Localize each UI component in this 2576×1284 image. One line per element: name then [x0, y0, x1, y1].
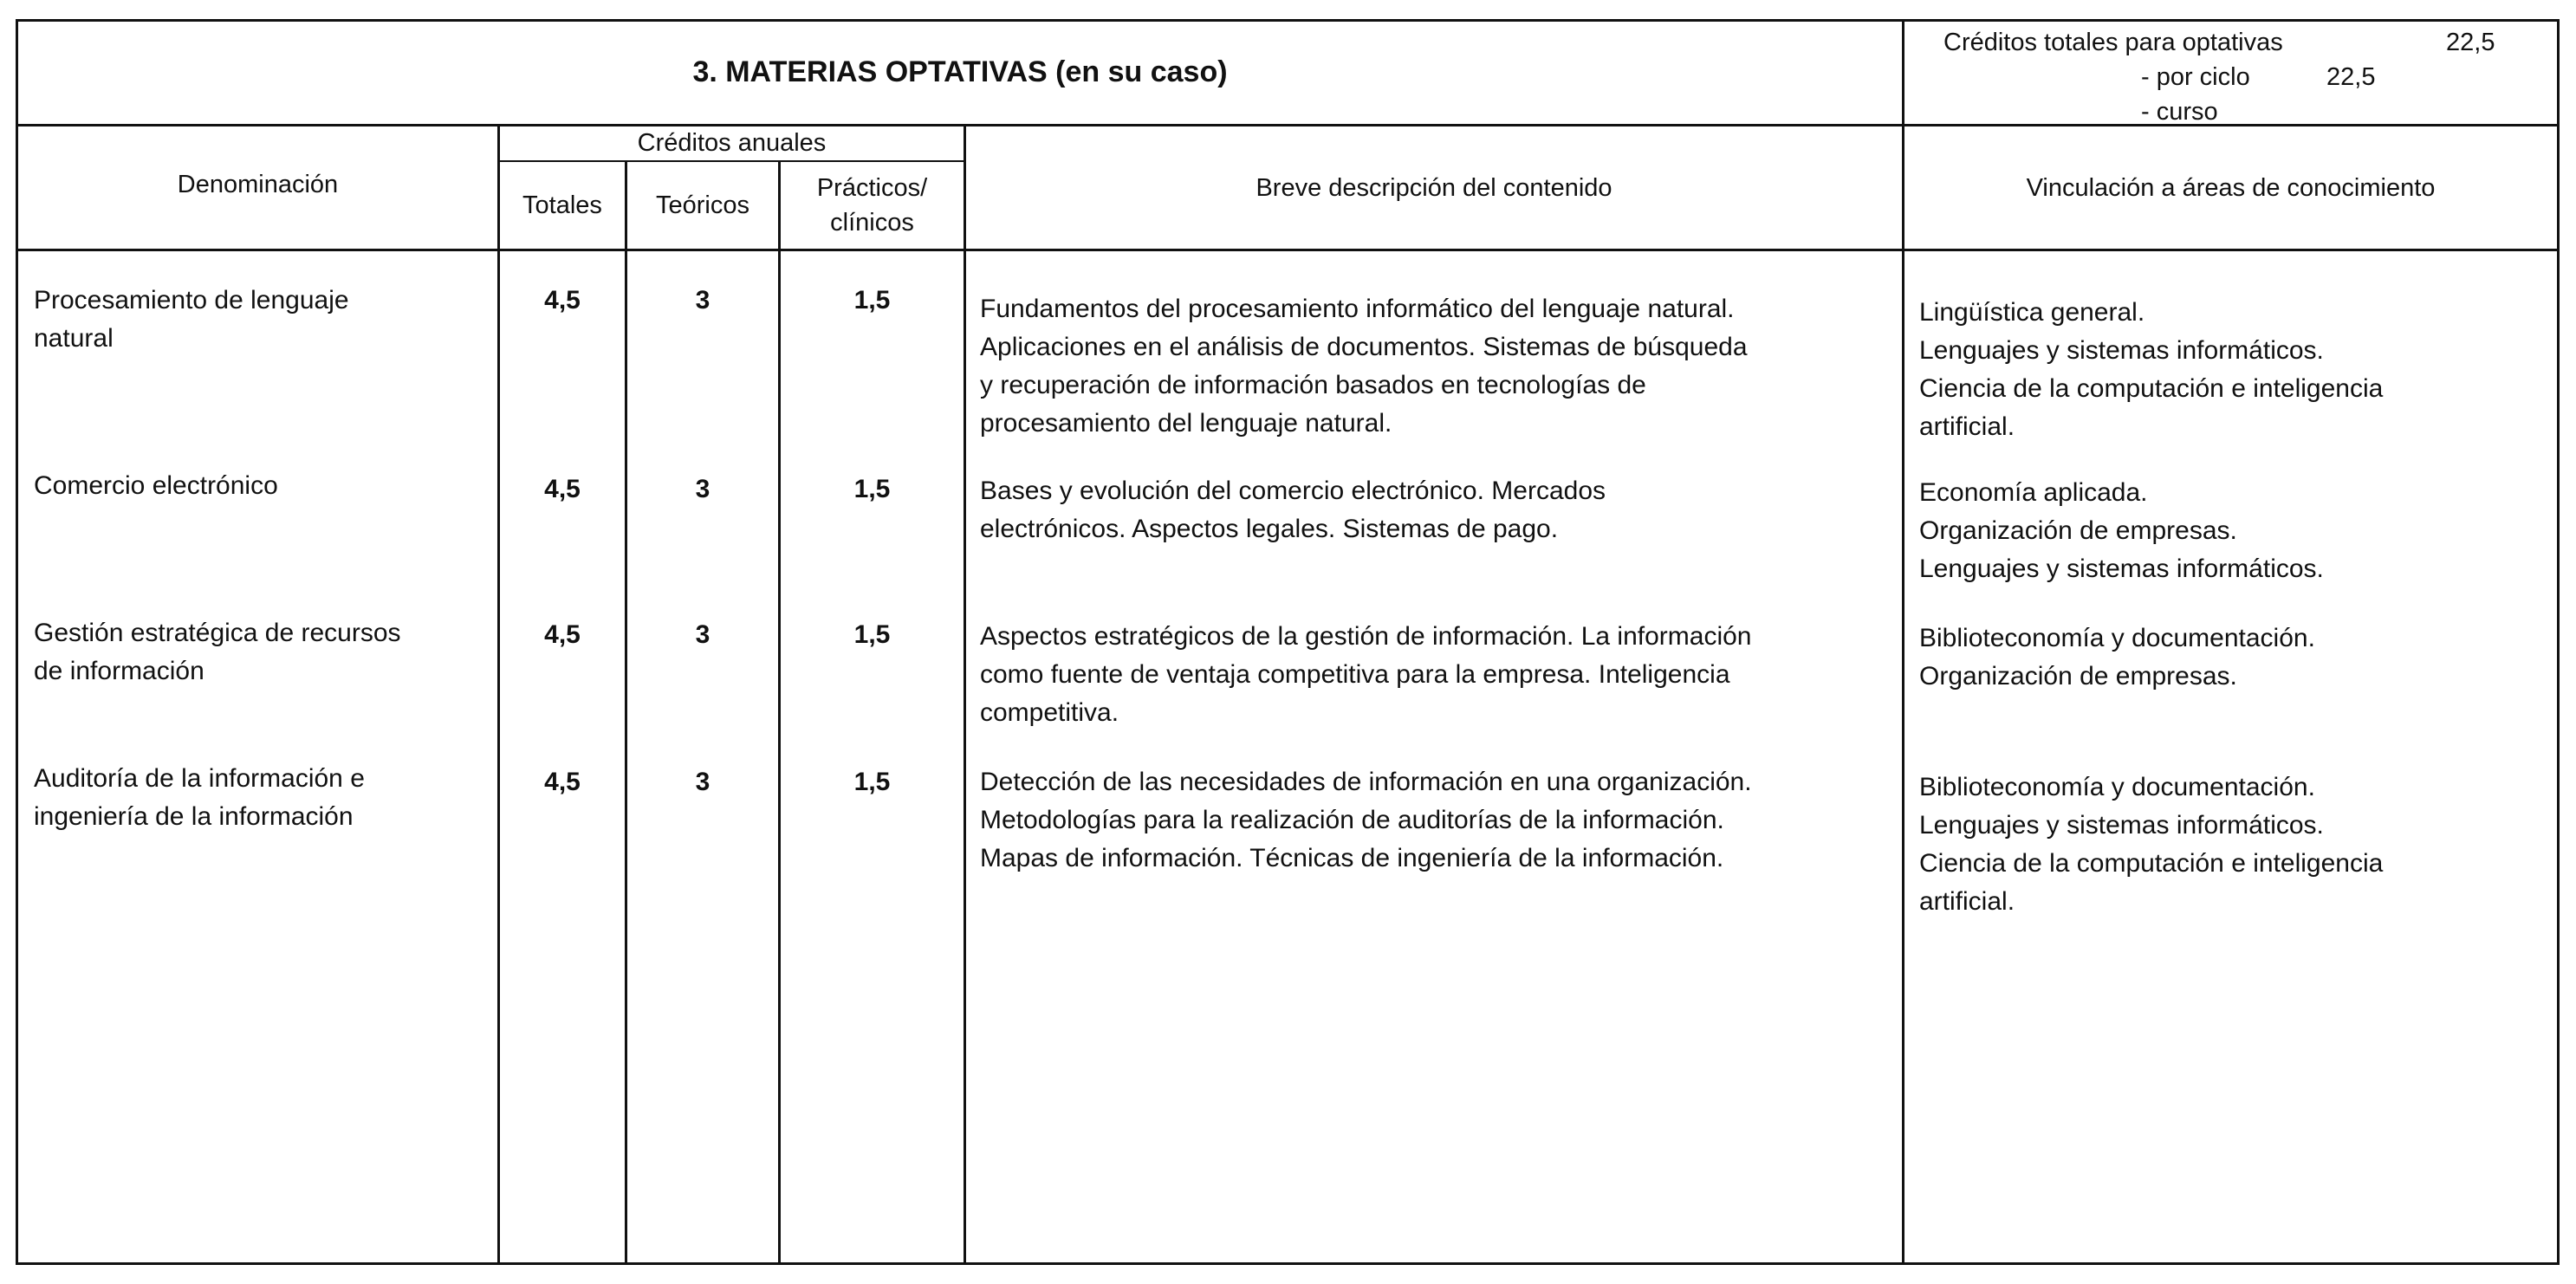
row-totales: 4,5	[544, 768, 581, 796]
row-descripcion-line: Mapas de información. Técnicas de ingeniería de la información.	[980, 844, 1724, 872]
row-descripcion-line: Metodologías para la realización de auditorías de la información.	[980, 806, 1724, 834]
row-teoricos: 3	[695, 768, 711, 796]
section-title: 3. MATERIAS OPTATIVAS (en su caso)	[692, 55, 1228, 88]
credits-ciclo-value: 22,5	[2326, 63, 2376, 91]
row-denominacion-line: natural	[34, 324, 114, 353]
row-area-line: artificial.	[1919, 887, 2015, 916]
header-practicos-line1: Prácticos/	[816, 174, 928, 202]
header-denominacion: Denominación	[177, 171, 339, 198]
row-area-line: Lenguajes y sistemas informáticos.	[1919, 554, 2324, 583]
credits-total-value: 22,5	[2446, 29, 2495, 56]
row-denominacion-line: Comercio electrónico	[34, 471, 278, 500]
row-denominacion-line: Gestión estratégica de recursos	[34, 619, 401, 647]
row-totales: 4,5	[544, 475, 581, 503]
row-practicos: 1,5	[853, 768, 891, 796]
header-teoricos: Teóricos	[656, 191, 749, 219]
row-teoricos: 3	[695, 475, 711, 503]
row-area-line: Lenguajes y sistemas informáticos.	[1919, 336, 2324, 365]
header-creditos-anuales: Créditos anuales	[637, 129, 827, 157]
row-denominacion-line: de información	[34, 657, 204, 685]
row-totales: 4,5	[544, 620, 581, 649]
row-area-line: Economía aplicada.	[1919, 478, 2148, 507]
row-area-line: Ciencia de la computación e inteligencia	[1919, 849, 2384, 878]
col-divider-descripcion	[964, 124, 966, 1262]
header-descripcion: Breve descripción del contenido	[1256, 174, 1612, 202]
credits-ciclo-label: - por ciclo	[2141, 63, 2250, 91]
credits-total-label: Créditos totales para optativas	[1943, 29, 2283, 56]
row-descripcion-line: y recuperación de información basados en tecnologías de	[980, 371, 1646, 399]
row-teoricos: 3	[695, 286, 711, 315]
row-descripcion-line: Aplicaciones en el análisis de documentos. Sistemas de búsqueda	[980, 333, 1748, 361]
credits-curso-label: - curso	[2141, 98, 2218, 126]
header-vinculacion: Vinculación a áreas de conocimiento	[2026, 174, 2436, 202]
row-area-line: artificial.	[1919, 412, 2015, 441]
row-area-line: Ciencia de la computación e inteligencia	[1919, 374, 2384, 403]
row-descripcion-line: procesamiento del lenguaje natural.	[980, 409, 1392, 438]
row-area-line: Lenguajes y sistemas informáticos.	[1919, 811, 2324, 840]
row-descripcion-line: como fuente de ventaja competitiva para la empresa. Inteligencia	[980, 660, 1730, 689]
row-denominacion-line: ingeniería de la información	[34, 802, 354, 831]
row-practicos: 1,5	[853, 620, 891, 649]
row-descripcion-line: Bases y evolución del comercio electrónico. Mercados	[980, 477, 1606, 505]
row-practicos: 1,5	[853, 475, 891, 503]
col-divider-teoricos	[625, 160, 627, 1262]
row-descripcion-line: competitiva.	[980, 698, 1119, 727]
row-denominacion-line: Auditoría de la información e	[34, 764, 365, 793]
row-practicos: 1,5	[853, 286, 891, 315]
col-divider-practicos	[778, 160, 781, 1262]
optativas-table	[16, 19, 2560, 1265]
row-descripcion-line: Fundamentos del procesamiento informático del lenguaje natural.	[980, 295, 1735, 323]
header-divider	[18, 249, 2557, 251]
row-area-line: Organización de empresas.	[1919, 662, 2237, 691]
row-descripcion-line: Aspectos estratégicos de la gestión de información. La información	[980, 622, 1752, 651]
row-area-line: Lingüística general.	[1919, 298, 2145, 327]
row-teoricos: 3	[695, 620, 711, 649]
header-totales: Totales	[522, 191, 602, 219]
row-denominacion-line: Procesamiento de lenguaje	[34, 286, 349, 315]
row-area-line: Organización de empresas.	[1919, 516, 2237, 545]
row-totales: 4,5	[544, 286, 581, 315]
header-practicos-line2: clínicos	[830, 209, 914, 237]
col-divider-areas	[1902, 22, 1904, 1262]
row-descripcion-line: electrónicos. Aspectos legales. Sistemas de pago.	[980, 515, 1559, 543]
row-descripcion-line: Detección de las necesidades de información en una organización.	[980, 768, 1752, 796]
row-area-line: Biblioteconomía y documentación.	[1919, 773, 2315, 801]
row-area-line: Biblioteconomía y documentación.	[1919, 624, 2315, 652]
